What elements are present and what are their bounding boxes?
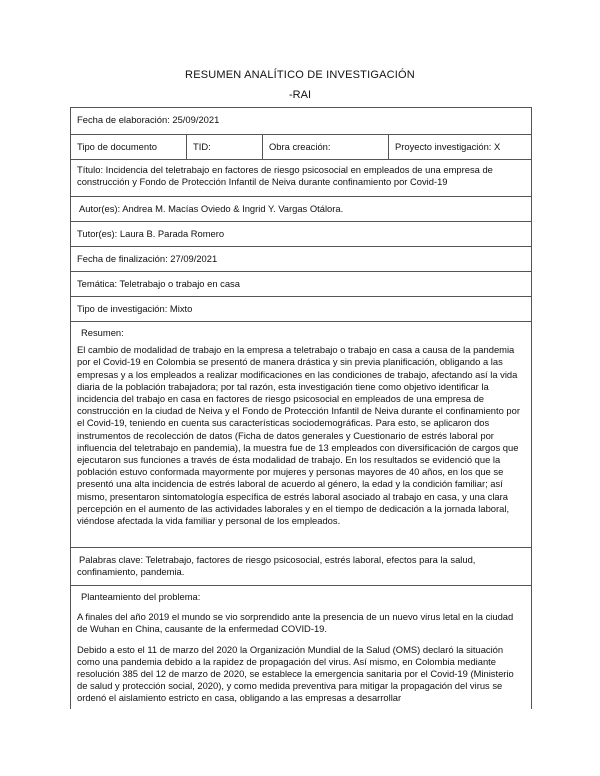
problema-label: Planteamiento del problema: [81, 591, 201, 602]
tutor-text: Tutor(es): Laura B. Parada Romero [77, 228, 225, 239]
problema-section [71, 585, 531, 709]
tipo-documento-row [71, 134, 531, 159]
resumen-text: El cambio de modalidad de trabajo en la empresa a teletrabajo o trabajo en casa a causa de la pandemia por el Covid-19 en Colombia se presentó de manera drástica y sin previa planificación, obligando a las empresas y a los empleados a realizar modificaciones en las condiciones de trabajo, afectando así la vida diaria de la población trabajadora; por tal razón, esta investigación tiene como objetivo identificar la incidencia del trabajo en casa en factores de riesgo psicosocial en empleados de una empresa de construcción en la ciudad de Neiva y el Fondo de Protección Infantil de Neiva durante el confinamiento por el Covid-19, teniendo en cuenta sus características sociodemográficas. Para esto, se aplicaron dos instrumentos de recolección de datos (Ficha de datos generales y Cuestionario de estrés laboral por influencia del teletrabajo en pandemia), la muestra fue de 13 empleados con diversificación de cargos que ejecutaron sus funciones a través de ésta modalidad de trabajo. En los resultados se evidenció que la población estuvo conformada mayormente por mujeres y personas mayores de 40 años, en los que se presentó una alta incidencia de estrés laboral de acuerdo al género, la edad y la condición familiar; así mismo, presentaron sintomatología específica de estrés laboral asociado al trabajo en casa, y una clara percepción en el aumento de las actividades laborales y en el tiempo de dedicación a la jornada laboral, viéndose afectada la vida familiar y personal de los empleados. [77, 344, 520, 527]
fecha-finalizacion-text: Fecha de finalización: 27/09/2021 [77, 253, 218, 264]
tipo-investigacion-row [71, 296, 531, 321]
autores-row [71, 196, 531, 221]
document-title: RESUMEN ANALÍTICO DE INVESTIGACIÓN [185, 69, 415, 81]
palabras-clave-text: Palabras clave: Teletrabajo, factores de riesgo psicosocial, estrés laboral, efectos para la salud, confinamiento, pandemia. [77, 554, 476, 578]
fecha-elaboracion-row [71, 107, 531, 134]
tid-cell: TID: [187, 135, 263, 159]
tipo-documento-cell: Tipo de documento [71, 135, 187, 159]
problema-paragraph-1: A finales del año 2019 el mundo se vio sorprendido ante la presencia de un nuevo virus letal en la ciudad de Wuhan en China, causante de la enfermedad COVID-19. [77, 611, 514, 635]
titulo-row [71, 159, 531, 196]
obra-creacion-cell: Obra creación: [263, 135, 389, 159]
tematica-text: Temática: Teletrabajo o trabajo en casa [77, 278, 240, 289]
palabras-clave-row [71, 547, 531, 585]
tutor-row [71, 221, 531, 246]
resumen-label: Resumen: [81, 327, 124, 338]
tipo-investigacion-text: Tipo de investigación: Mixto [77, 303, 193, 314]
titulo-text: Título: Incidencia del teletrabajo en factores de riesgo psicosocial en empleados de una empresa de construcción y Fondo de Protección Infantil de Neiva durante confinamiento por Covid-19 [77, 164, 493, 188]
fecha-finalizacion-row [71, 246, 531, 271]
fecha-elaboracion-text: Fecha de elaboración: 25/09/2021 [77, 114, 220, 125]
resumen-section [71, 321, 531, 547]
problema-paragraph-2: Debido a esto el 11 de marzo del 2020 la Organización Mundial de la Salud (OMS) declaró la situación como una pandemia debido a la rapidez de propagación del virus. Así mismo, en Colombia mediante resolución 385 del 12 de marzo de 2020, se establece la emergencia sanitaria por el Covid-19 (Ministerio de salud y protección social, 2020), y como medida preventiva para mitigar la propagación del virus se ordenó el aislamiento estricto en casa, obligando a las empresas a desarrollar [77, 643, 514, 704]
autores-text: Autor(es): Andrea M. Macías Oviedo & Ingrid Y. Vargas Otálora. [79, 203, 344, 214]
rai-form [70, 107, 532, 709]
proyecto-investigacion-cell: Proyecto investigación: X [395, 141, 501, 152]
document-subtitle: -RAI [289, 89, 311, 101]
tematica-row [71, 271, 531, 296]
